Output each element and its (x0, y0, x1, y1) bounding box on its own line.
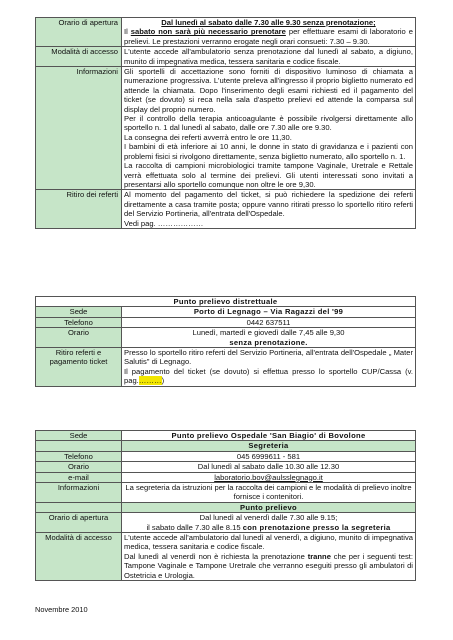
page-footer-date: Novembre 2010 (35, 605, 88, 614)
row-label: Telefono (36, 317, 122, 327)
row-label (36, 441, 122, 451)
no-booking-note: senza prenotazione. (229, 337, 308, 347)
emphasis-span: sabato non sarà più necessario prenotare (130, 27, 286, 37)
text-span: Dal lunedì al venerdì non è richiesta la prenotazione (124, 551, 308, 561)
row-label: Modalità di accesso (36, 533, 122, 581)
row-value: L'utente accede all'ambulatorio senza prenotazione dal lunedì al sabato, a digiuno, munito di impegnativa medica, tessera sanitaria e codice fiscale. (122, 47, 416, 67)
row-label: Ritiro referti e pagamento ticket (36, 348, 122, 387)
emphasis-span: con prenotazione presso la segreteria (242, 522, 391, 532)
opening-info-table (35, 17, 416, 229)
table-row (36, 67, 416, 190)
table-row (36, 190, 416, 229)
table-row (36, 483, 416, 503)
bovolone-hospital-table (35, 430, 416, 581)
row-label: Informazioni (36, 67, 122, 190)
subsection-title: Punto prelievo (122, 502, 416, 512)
emphasis-span: tranne (307, 551, 331, 561)
location-value: Porto di Legnago – Via Ragazzi del '99 (122, 307, 416, 317)
hours-value (122, 513, 416, 533)
info-value: La segreteria da istruzioni per la raccolta dei campioni e le modalità di prelievo inoltre fornisce i contenitori. (122, 483, 416, 503)
text-span: per effettuare esami di laboratorio e prelievi. Le prestazioni verranno erogate negli orari consueti: 7.30 – 9.30. (124, 27, 413, 46)
email-link[interactable]: laboratorio.bov@aulsslegnago.it (122, 472, 416, 482)
row-label: Informazioni (36, 483, 122, 503)
row-label: Sede (36, 431, 122, 441)
table-row (36, 348, 416, 387)
table-row (36, 513, 416, 533)
paragraph: La consegna dei referti avverrà entro le ore 11,30. (124, 132, 292, 142)
row-value (122, 533, 416, 581)
row-label: Orario (36, 462, 122, 472)
hours-line: Lunedì, martedì e giovedì dalle 7,45 alle 9,30 (192, 328, 345, 338)
row-label: Ritiro dei referti (36, 190, 122, 229)
text-span: Il (124, 27, 131, 37)
table-header-row (36, 297, 416, 307)
table-row (36, 441, 416, 451)
table-row (36, 431, 416, 441)
row-label: Orario di apertura (36, 18, 122, 47)
highlighted-page-ref: ……… (138, 376, 162, 386)
table-row (36, 462, 416, 472)
table-row (36, 317, 416, 327)
hours-line: Dal lunedì al venerdì dalle 7.30 alle 9.15; (199, 513, 338, 523)
paragraph: Presso lo sportello ritiro referti del Servizio Portineria, all'entrata dell'Ospedale „ Mater Salutis" di Legnago. (124, 348, 413, 367)
hours-value (122, 328, 416, 348)
row-label: Sede (36, 307, 122, 317)
text-span: ) (161, 376, 165, 386)
table-row (36, 307, 416, 317)
subsection-title: Segreteria (122, 441, 416, 451)
location-value: Punto prelievo Ospedale 'San Biagio' di Bovolone (122, 431, 416, 441)
table-row (36, 18, 416, 47)
row-label: e-mail (36, 472, 122, 482)
paragraph: La raccolta di campioni microbiologici tramite tampone Vaginale, Uretrale e Rettale verrà effettuata solo al termine dei prelievi. Gli utenti interessati sono invitati a presentarsi allo sportello comunque non oltre le ore 9,30. (124, 161, 413, 189)
row-value (122, 348, 416, 387)
paragraph: Al momento del pagamento del ticket, si può richiedere la spedizione dei referti direttamente a casa tramite posta; oppure vanno ritirati presso lo sportello ritiro referti del Servizio Portineria, all'entrata dell'Ospedale. (124, 190, 413, 219)
row-label: Modalità di accesso (36, 47, 122, 67)
paragraph: L'utente accede all'ambulatorio dal lunedì al venerdì, a digiuno, munito di impegnativa medica, tessera sanitaria e codice fiscale. (124, 533, 413, 552)
phone-value: 0442 637511 (122, 317, 416, 327)
phone-value: 045 6999611 - 581 (122, 451, 416, 461)
row-label: Orario (36, 328, 122, 348)
text-span: il sabato dalle 7.30 alle 8.15 (146, 522, 243, 532)
text-span: che per i seguenti test: Tampone Vaginale e Tampone Uretrale che verranno eseguiti presso gli ambulatori di Ostetricia e Urologia. (124, 551, 413, 580)
saturday-note (124, 27, 413, 46)
table-row (36, 472, 416, 482)
hours-line (124, 523, 413, 532)
paragraph: I bambini di età inferiore ai 10 anni, le donne in stato di gravidanza e i pazienti con problemi fisici si rivolgono direttamente, senza biglietto numerato, allo sportello n. 1. (124, 142, 413, 161)
paragraph (124, 367, 413, 386)
row-label (36, 502, 122, 512)
text-span: Il pagamento del ticket (se dovuto) si effettua presso lo sportello CUP/Cassa (v. pag. (124, 366, 413, 386)
hours-value: Dal lunedì al sabato dalle 10.30 alle 12.30 (122, 462, 416, 472)
row-label: Telefono (36, 451, 122, 461)
page-reference: Vedi pag. ……………… (124, 218, 204, 228)
table-row (36, 451, 416, 461)
table-row (36, 502, 416, 512)
paragraph (124, 552, 413, 580)
row-label: Orario di apertura (36, 513, 122, 533)
opening-hours-line: Dal lunedì al sabato dalle 7.30 alle 9.30 senza prenotazione; (161, 18, 376, 27)
paragraph: Gli sportelli di accettazione sono forniti di dispositivo luminoso di chiamata a numerazione progressiva. L'utente preleva all'ingresso il proprio biglietto numerato ed attende la chiamata. Dopo l'inserimento degli esami richiesti ed il pagamento del ticket (se dovuto) si reca nella sala d'aspetto prelievi ed attende la comparsa sul display del proprio numero. (124, 67, 413, 114)
paragraph: Per il controllo della terapia anticoagulante è possibile rivolgersi direttamente allo sportello n. 1 dal lunedì al sabato, dalle ore 7.30 alle ore 9.30. (124, 114, 413, 133)
table-row (36, 47, 416, 67)
row-value (122, 190, 416, 229)
row-value (122, 67, 416, 190)
district-collection-table (35, 296, 416, 387)
table-row (36, 533, 416, 581)
table-row (36, 328, 416, 348)
row-value (122, 18, 416, 47)
section-title: Punto prelievo distrettuale (36, 297, 416, 307)
